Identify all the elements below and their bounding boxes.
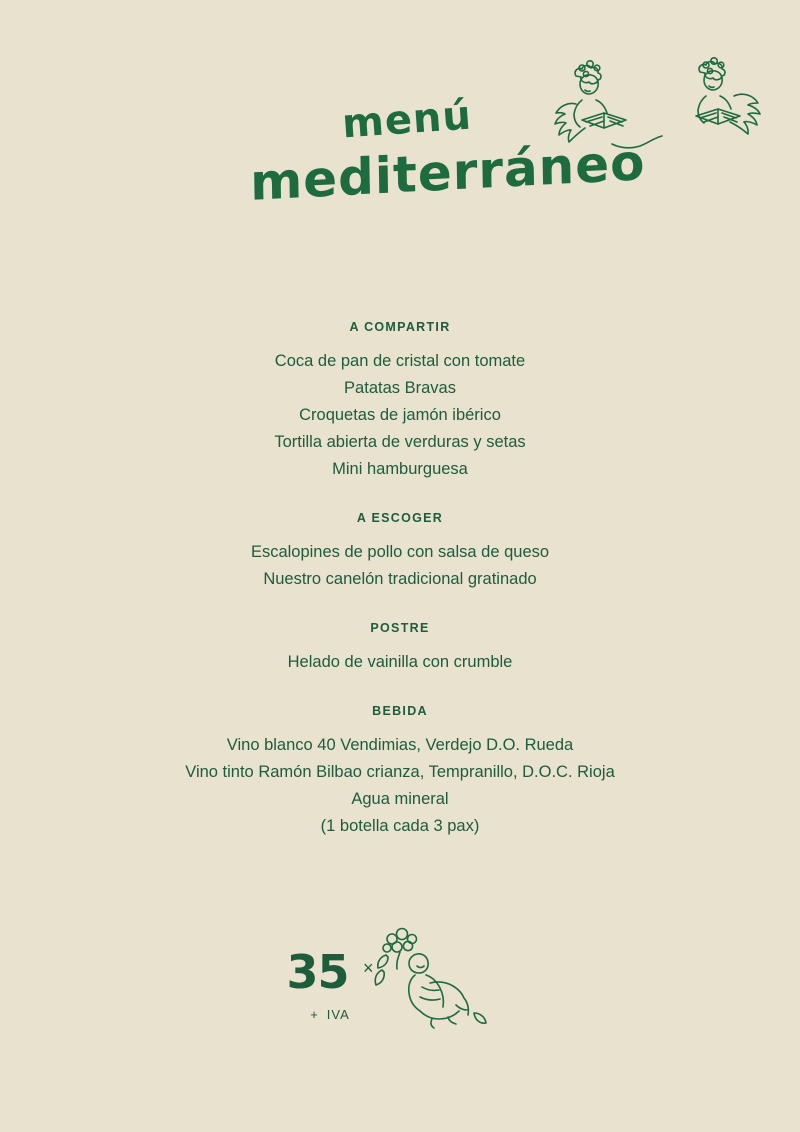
menu-item: Coca de pan de cristal con tomate bbox=[274, 352, 526, 370]
menu-item: Nuestro canelón tradicional gratinado bbox=[263, 570, 537, 588]
reclining-cherub-with-foliage-icon bbox=[370, 925, 500, 1030]
section-heading: POSTRE bbox=[370, 621, 430, 635]
menu-section bbox=[0, 511, 800, 593]
menu-item: Vino blanco 40 Vendimias, Verdejo D.O. Rueda bbox=[226, 736, 574, 754]
menu-item: Helado de vainilla con crumble bbox=[287, 653, 513, 671]
menu-item: Mini hamburguesa bbox=[332, 460, 468, 478]
two-winged-cherubs-reading-books-icon bbox=[552, 48, 784, 168]
menu-item: (1 botella cada 3 pax) bbox=[320, 817, 480, 835]
menu-item: Escalopines de pollo con salsa de queso bbox=[250, 543, 550, 561]
price-tax-label: IVA bbox=[326, 1007, 350, 1022]
menu-item: Agua mineral bbox=[351, 790, 449, 808]
menu-section bbox=[0, 704, 800, 840]
page-title bbox=[249, 92, 646, 212]
price-amount: 35 bbox=[286, 945, 349, 999]
section-heading: A ESCOGER bbox=[356, 511, 444, 525]
price-currency-symbol: × bbox=[362, 958, 374, 978]
section-heading: A COMPARTIR bbox=[349, 320, 451, 334]
section-heading: BEBIDA bbox=[372, 704, 428, 718]
menu-item: Tortilla abierta de verduras y setas bbox=[274, 433, 526, 451]
title-line-mediterraneo: mediterráneo bbox=[249, 133, 646, 212]
menu-item: Patatas Bravas bbox=[344, 379, 456, 397]
menu-section bbox=[0, 320, 800, 483]
price-plus-sign: + bbox=[310, 1007, 319, 1022]
menu-item: Vino tinto Ramón Bilbao crianza, Tempranillo, D.O.C. Rioja bbox=[185, 763, 615, 781]
menu-item: Croquetas de jamón ibérico bbox=[299, 406, 501, 424]
title-line-menu: menú bbox=[340, 92, 474, 148]
menu-sections bbox=[0, 320, 800, 868]
menu-section bbox=[0, 621, 800, 676]
